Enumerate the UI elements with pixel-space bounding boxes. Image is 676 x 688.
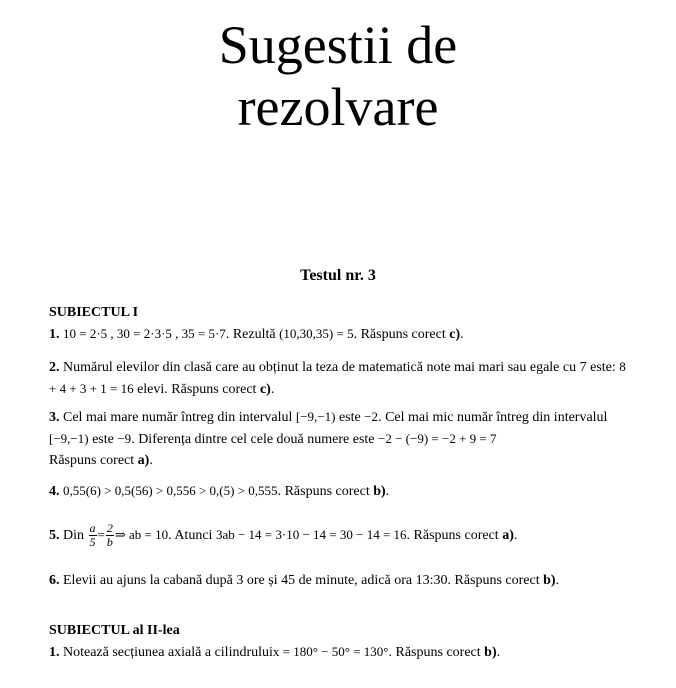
answer-label: b) xyxy=(543,573,556,588)
equals-sign: = xyxy=(97,527,105,542)
answer-label: c) xyxy=(259,382,271,397)
punctuation: . xyxy=(270,382,275,397)
item-1-4 xyxy=(49,480,629,502)
item-text: Notează secțiunea axială a cilindrului xyxy=(59,645,273,660)
item-text: . Cel mai mic număr întreg din intervalul xyxy=(378,410,608,425)
fraction-numerator: 2 xyxy=(106,521,113,536)
answer-label: a) xyxy=(502,528,514,543)
item-number: 5. xyxy=(49,528,60,543)
item-text: . Răspuns corect xyxy=(406,528,503,543)
math-expression: (10,30,35) = 5 xyxy=(279,326,354,341)
item-number: 6. xyxy=(49,573,60,588)
item-1-5 xyxy=(49,520,629,551)
punctuation: . xyxy=(496,645,501,660)
item-1-2 xyxy=(49,356,629,400)
item-text: . Răspuns corect xyxy=(277,484,374,499)
punctuation: . xyxy=(513,528,518,543)
item-number: 3. xyxy=(49,410,60,425)
item-2-1 xyxy=(49,641,629,663)
section-1-heading: SUBIECTUL I xyxy=(49,305,139,320)
punctuation: . xyxy=(149,453,153,468)
section-2 xyxy=(49,620,629,663)
fraction-numerator: a xyxy=(89,521,96,536)
section-1 xyxy=(49,302,629,345)
answer-label: b) xyxy=(373,484,386,499)
test-title: Testul nr. 3 xyxy=(300,267,376,284)
item-text: . Răspuns corect xyxy=(388,645,485,660)
math-expression: −9 xyxy=(117,431,132,446)
page-title xyxy=(0,14,676,138)
item-text: este xyxy=(88,432,118,447)
math-expression: 10 = 2·5 , 30 = 2·3·5 , 35 = 5·7 xyxy=(63,326,226,341)
fraction-denominator: b xyxy=(106,535,113,550)
fraction xyxy=(106,522,114,549)
title-line-2: rezolvare xyxy=(237,77,439,137)
item-text: . Răspuns corect xyxy=(353,327,450,342)
math-expression: [−9,−1) xyxy=(295,409,336,424)
math-expression: ⇒ ab = 10 xyxy=(114,527,169,542)
item-number: 4. xyxy=(49,484,60,499)
math-expression: −2 − (−9) = −2 + 9 = 7 xyxy=(378,431,497,446)
item-text: Din xyxy=(59,528,88,543)
section-2-heading: SUBIECTUL al II-lea xyxy=(49,623,180,638)
item-1-1 xyxy=(49,323,629,345)
item-number: 2. xyxy=(49,360,60,375)
math-expression: 0,55(6) > 0,5(56) > 0,556 > 0,(5) > 0,555 xyxy=(63,483,278,498)
punctuation: . xyxy=(385,484,390,499)
answer-label: c) xyxy=(449,327,461,342)
fraction-denominator: 5 xyxy=(89,535,96,550)
item-number: 1. xyxy=(49,645,60,660)
title-line-1: Sugestii de xyxy=(218,15,458,75)
punctuation: . xyxy=(555,573,560,588)
item-text: elevi. Răspuns corect xyxy=(133,382,260,397)
answer-label: a) xyxy=(137,453,150,468)
math-expression: −2 xyxy=(364,409,379,424)
answer-label: b) xyxy=(484,645,497,660)
math-expression: x = 180° − 50° = 130° xyxy=(272,644,389,659)
item-text: este xyxy=(335,410,365,425)
math-expression: [−9,−1) xyxy=(49,431,89,446)
item-number: 1. xyxy=(49,327,60,342)
math-expression: 8 + 4 + 3 + 1 = 16 xyxy=(49,359,626,396)
item-text: Numărul elevilor din clasă care au obținut la teza de matematică note mai mari sau egale cu 7 este: xyxy=(59,360,620,375)
item-1-3 xyxy=(49,406,629,471)
item-text: . Diferența dintre cel cele două numere este xyxy=(131,432,379,447)
math-expression: 3ab − 14 = 3·10 − 14 = 30 − 14 = 16 xyxy=(215,527,407,542)
item-text: . Rezultă xyxy=(225,327,280,342)
item-1-6 xyxy=(49,570,629,591)
punctuation: . xyxy=(460,327,464,342)
fraction xyxy=(89,522,97,549)
item-text: Răspuns corect xyxy=(49,453,138,468)
item-text: Cel mai mare număr întreg din intervalul xyxy=(59,410,296,425)
item-text: . Atunci xyxy=(168,528,216,543)
item-text: Elevii au ajuns la cabană după 3 ore și 45 de minute, adică ora 13:30. Răspuns corect xyxy=(59,573,544,588)
